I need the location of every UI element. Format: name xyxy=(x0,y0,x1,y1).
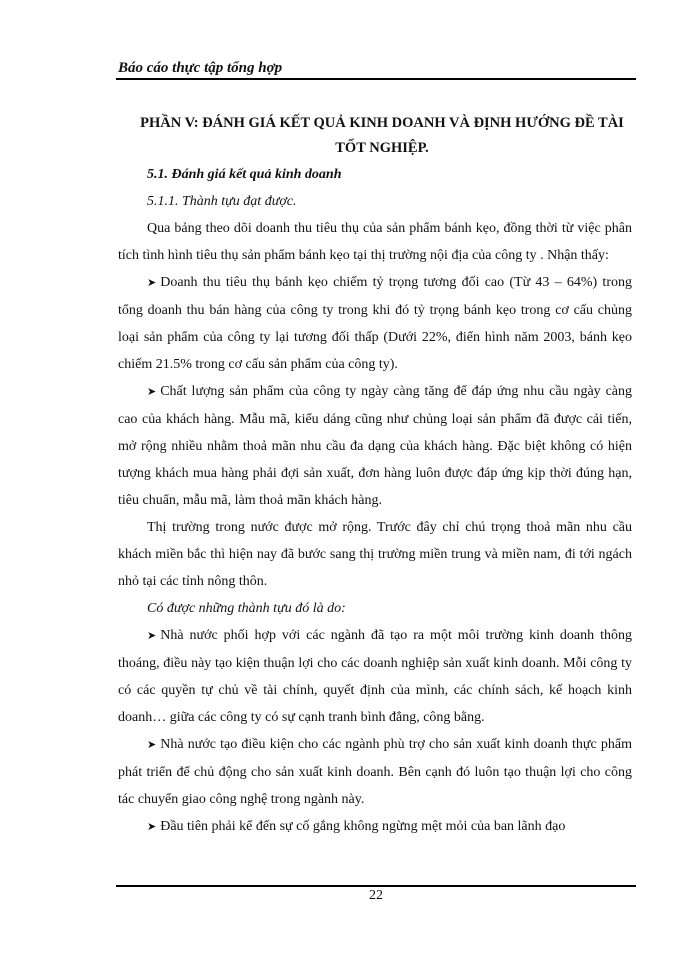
footer-divider xyxy=(116,885,636,887)
arrow-bullet-icon: ➤ xyxy=(147,630,157,642)
document-header-title: Báo cáo thực tập tổng hợp xyxy=(118,60,283,76)
page-number: 22 xyxy=(369,888,383,903)
reason-bullet xyxy=(118,813,632,841)
arrow-bullet-icon: ➤ xyxy=(147,821,157,833)
intro-paragraph: Qua bảng theo dõi doanh thu tiêu thụ của sản phẩm bánh kẹo, đồng thời từ việc phân tích tình hình tiêu thụ sản phẩm bánh kẹo tại thị trường nội địa của công ty . Nhận thấy: xyxy=(118,221,632,263)
header-divider xyxy=(116,78,636,80)
arrow-bullet-icon: ➤ xyxy=(147,739,157,751)
finding-bullet-text: Chất lượng sản phẩm của công ty ngày càng tăng để đáp ứng nhu cầu ngày càng cao của khách hàng. Mẫu mã, kiểu dáng cũng như chủng loại sản phẩm đã được cải tiến, mở rộng nhiều nhằm thoả mãn nhu cầu đa dạng của khách hàng. Đặc biệt không có hiện tượng khách mua hàng phải đợi sản xuất, đơn hàng luôn được đáp ứng kịp thời đúng hạn, tiêu chuẩn, mẫu mã, làm thoả mãn khách hàng. xyxy=(118,384,632,508)
reason-bullet-text: Đầu tiên phải kể đến sự cố gắng không ngừng mệt mỏi của ban lãnh đạo xyxy=(160,819,566,834)
finding-bullet-text: Doanh thu tiêu thụ bánh kẹo chiếm tỷ trọng tương đối cao (Từ 43 – 64%) trong tổng doanh thu bán hàng của công ty trong khi đó tỷ trọng bánh kẹo trong cơ cấu chủng loại sản phẩm của công ty lại tương đối thấp (Dưới 22%, điển hình năm 2003, bánh kẹo chiếm 21.5% trong cơ cấu sản phẩm của công ty). xyxy=(118,275,632,372)
market-paragraph: Thị trường trong nước được mở rộng. Trước đây chỉ chú trọng thoả mãn nhu cầu khách miền bắc thì hiện nay đã bước sang thị trường miền trung và miền nam, đi tới ngách nhỏ tại các tỉnh nông thôn. xyxy=(118,520,632,589)
page-body xyxy=(118,111,632,841)
section-heading: 5.1. Đánh giá kết quả kinh doanh xyxy=(147,167,342,182)
reasons-heading: Có được những thành tựu đó là do: xyxy=(147,601,346,616)
finding-bullet xyxy=(118,269,632,378)
reason-bullet-text: Nhà nước phối hợp với các ngành đã tạo ra một môi trường kinh doanh thông thoáng, điều này tạo kiện thuận lợi cho các doanh nghiệp sản xuất kinh doanh. Mỗi công ty có các quyền tự chủ về tài chính, quyết định của mình, các chính sách, kế hoạch kinh doanh… giữa các công ty có sự cạnh tranh bình đẳng, công bằng. xyxy=(118,628,632,725)
finding-bullet xyxy=(118,378,632,514)
subsection-heading: 5.1.1. Thành tựu đạt được. xyxy=(147,194,297,209)
arrow-bullet-icon: ➤ xyxy=(147,277,157,289)
reason-bullet xyxy=(118,622,632,731)
part-title: PHẦN V: ĐÁNH GIÁ KẾT QUẢ KINH DOANH VÀ ĐỊNH HƯỚNG ĐỀ TÀI TỐT NGHIỆP. xyxy=(140,115,624,156)
reason-bullet-text: Nhà nước tạo điều kiện cho các ngành phù trợ cho sản xuất kinh doanh thực phẩm phát triển để chủ động cho sản xuất kinh doanh. Bên cạnh đó luôn tạo thuận lợi cho công tác chuyển giao công nghệ trong ngành này. xyxy=(118,737,632,807)
reason-bullet xyxy=(118,731,632,813)
arrow-bullet-icon: ➤ xyxy=(147,386,157,398)
